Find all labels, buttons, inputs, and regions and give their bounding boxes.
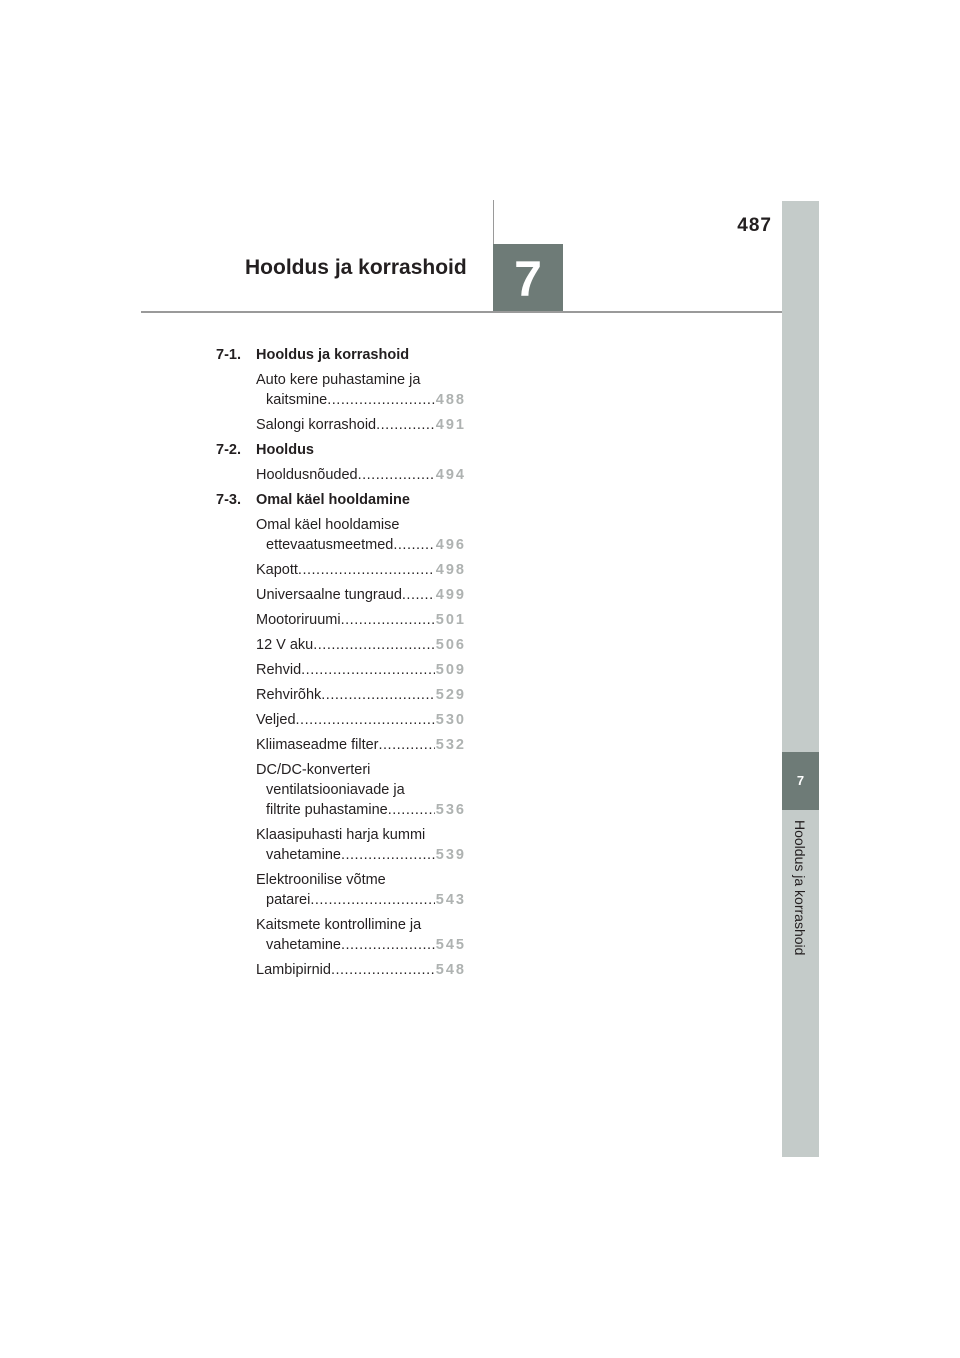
toc-entry-label: Rehvid [256, 662, 302, 678]
toc-page-link[interactable]: 494 [435, 467, 466, 483]
dot-leader [393, 535, 434, 555]
dot-leader [310, 890, 434, 910]
chapter-title: Hooldus ja korrashoid [245, 256, 467, 279]
dot-leader [388, 800, 435, 820]
toc-entry-line [256, 610, 466, 630]
dot-leader [379, 735, 435, 755]
toc-entry-label: Elektroonilise võtme [256, 872, 386, 888]
toc-entry-line [256, 960, 466, 980]
toc-entry[interactable] [256, 610, 466, 630]
toc-page-link[interactable]: 539 [435, 847, 466, 863]
section-title: Omal käel hooldamine [256, 492, 410, 508]
toc-entry-line [256, 370, 466, 390]
toc-entry-line [256, 415, 466, 435]
dot-leader [402, 585, 435, 605]
toc-entry-label: Kliimaseadme filter [256, 737, 379, 753]
toc-entry-line [256, 825, 466, 845]
toc-entry-line [256, 780, 466, 800]
dot-leader [331, 960, 435, 980]
section-title: Hooldus [256, 442, 314, 458]
section-number: 7-3. [216, 492, 241, 508]
dot-leader [341, 610, 435, 630]
toc-entry-label: vahetamine [266, 937, 341, 953]
toc-entry-label: Hooldusnõuded [256, 467, 358, 483]
toc-entry-line [256, 535, 466, 555]
toc-entry-label: Salongi korrashoid [256, 417, 377, 433]
toc-page-link[interactable]: 496 [435, 537, 466, 553]
side-thumb-strip [782, 201, 819, 1157]
toc-entry[interactable] [256, 685, 466, 705]
toc-section[interactable] [216, 345, 466, 370]
dot-leader [327, 390, 435, 410]
toc-page-link[interactable]: 491 [435, 417, 466, 433]
toc-page-link[interactable]: 498 [435, 562, 466, 578]
toc-entry-line [256, 800, 466, 820]
page-number: 487 [737, 215, 772, 236]
toc-entry[interactable] [256, 760, 466, 820]
toc-entry-line [256, 635, 466, 655]
section-number: 7-1. [216, 347, 241, 363]
toc-page-link[interactable]: 509 [435, 662, 466, 678]
side-chapter-label: Hooldus ja korrashoid [792, 820, 808, 956]
toc-entry-line [256, 710, 466, 730]
table-of-contents [216, 345, 466, 985]
toc-page-link[interactable]: 530 [435, 712, 466, 728]
toc-entry-line [256, 890, 466, 910]
dot-leader [341, 935, 435, 955]
toc-entry-label: Veljed [256, 712, 296, 728]
dot-leader [341, 845, 435, 865]
toc-entry[interactable] [256, 370, 466, 410]
toc-entry-line [256, 760, 466, 780]
toc-entry-label: Omal käel hooldamise [256, 517, 400, 533]
dot-leader [358, 465, 435, 485]
toc-page-link[interactable]: 506 [435, 637, 466, 653]
toc-entry[interactable] [256, 960, 466, 980]
toc-entry-line [256, 660, 466, 680]
header-vertical-rule [493, 200, 494, 245]
toc-entry[interactable] [256, 825, 466, 865]
toc-entry[interactable] [256, 710, 466, 730]
toc-entry-label: ventilatsiooniavade ja [266, 782, 405, 798]
toc-entry-line [256, 870, 466, 890]
toc-section[interactable] [216, 490, 466, 515]
toc-entry-label: Auto kere puhastamine ja [256, 372, 421, 388]
dot-leader [298, 560, 435, 580]
toc-entry[interactable] [256, 660, 466, 680]
toc-entry[interactable] [256, 515, 466, 555]
toc-entry-label: Universaalne tungraud [256, 587, 402, 603]
toc-page-link[interactable]: 548 [435, 962, 466, 978]
chapter-number-box: 7 [493, 244, 563, 312]
toc-entry-line [256, 465, 466, 485]
toc-entry-line [256, 915, 466, 935]
section-title: Hooldus ja korrashoid [256, 347, 410, 363]
toc-page-link[interactable]: 543 [435, 892, 466, 908]
toc-entry[interactable] [256, 415, 466, 435]
toc-entry-line [256, 390, 466, 410]
toc-page-link[interactable]: 488 [435, 392, 466, 408]
toc-entry-label: 12 V aku [256, 637, 314, 653]
toc-page-link[interactable]: 501 [435, 612, 466, 628]
toc-entry-label: Kapott [256, 562, 298, 578]
dot-leader [301, 660, 435, 680]
toc-entry-label: DC/DC-konverteri [256, 762, 371, 778]
toc-page-link[interactable]: 532 [435, 737, 466, 753]
toc-entry-label: Mootoriruumi [256, 612, 341, 628]
toc-page-link[interactable]: 536 [435, 802, 466, 818]
toc-entry-line [256, 585, 466, 605]
toc-entry-label: filtrite puhastamine [266, 802, 388, 818]
toc-entry-label: vahetamine [266, 847, 341, 863]
toc-entry[interactable] [256, 465, 466, 485]
toc-entry[interactable] [256, 635, 466, 655]
toc-entry-line [256, 935, 466, 955]
toc-entry-line [256, 845, 466, 865]
toc-entry[interactable] [256, 585, 466, 605]
section-number: 7-2. [216, 442, 241, 458]
toc-entry-label: Klaasipuhasti harja kummi [256, 827, 426, 843]
toc-entry[interactable] [256, 735, 466, 755]
toc-entry-label: Rehvirõhk [256, 687, 322, 703]
dot-leader [296, 710, 435, 730]
toc-entry-label: Kaitsmete kontrollimine ja [256, 917, 422, 933]
toc-entry-label: Lambipirnid [256, 962, 331, 978]
toc-entry-line [256, 560, 466, 580]
toc-page-link[interactable]: 529 [435, 687, 466, 703]
toc-entry[interactable] [256, 915, 466, 955]
toc-entry-label: patarei [266, 892, 311, 908]
dot-leader [376, 415, 435, 435]
toc-entry-line [256, 735, 466, 755]
toc-entry-line [256, 515, 466, 535]
side-chapter-tab[interactable]: 7 [782, 752, 819, 810]
toc-page-link[interactable]: 545 [435, 937, 466, 953]
toc-page-link[interactable]: 499 [435, 587, 466, 603]
toc-entry-label: kaitsmine [266, 392, 328, 408]
toc-section[interactable] [216, 440, 466, 465]
dot-leader [321, 685, 435, 705]
toc-entry-line [256, 685, 466, 705]
dot-leader [313, 635, 435, 655]
toc-entry[interactable] [256, 870, 466, 910]
toc-entry-label: ettevaatusmeetmed [266, 537, 394, 553]
header-horizontal-rule [141, 311, 782, 313]
toc-entry[interactable] [256, 560, 466, 580]
